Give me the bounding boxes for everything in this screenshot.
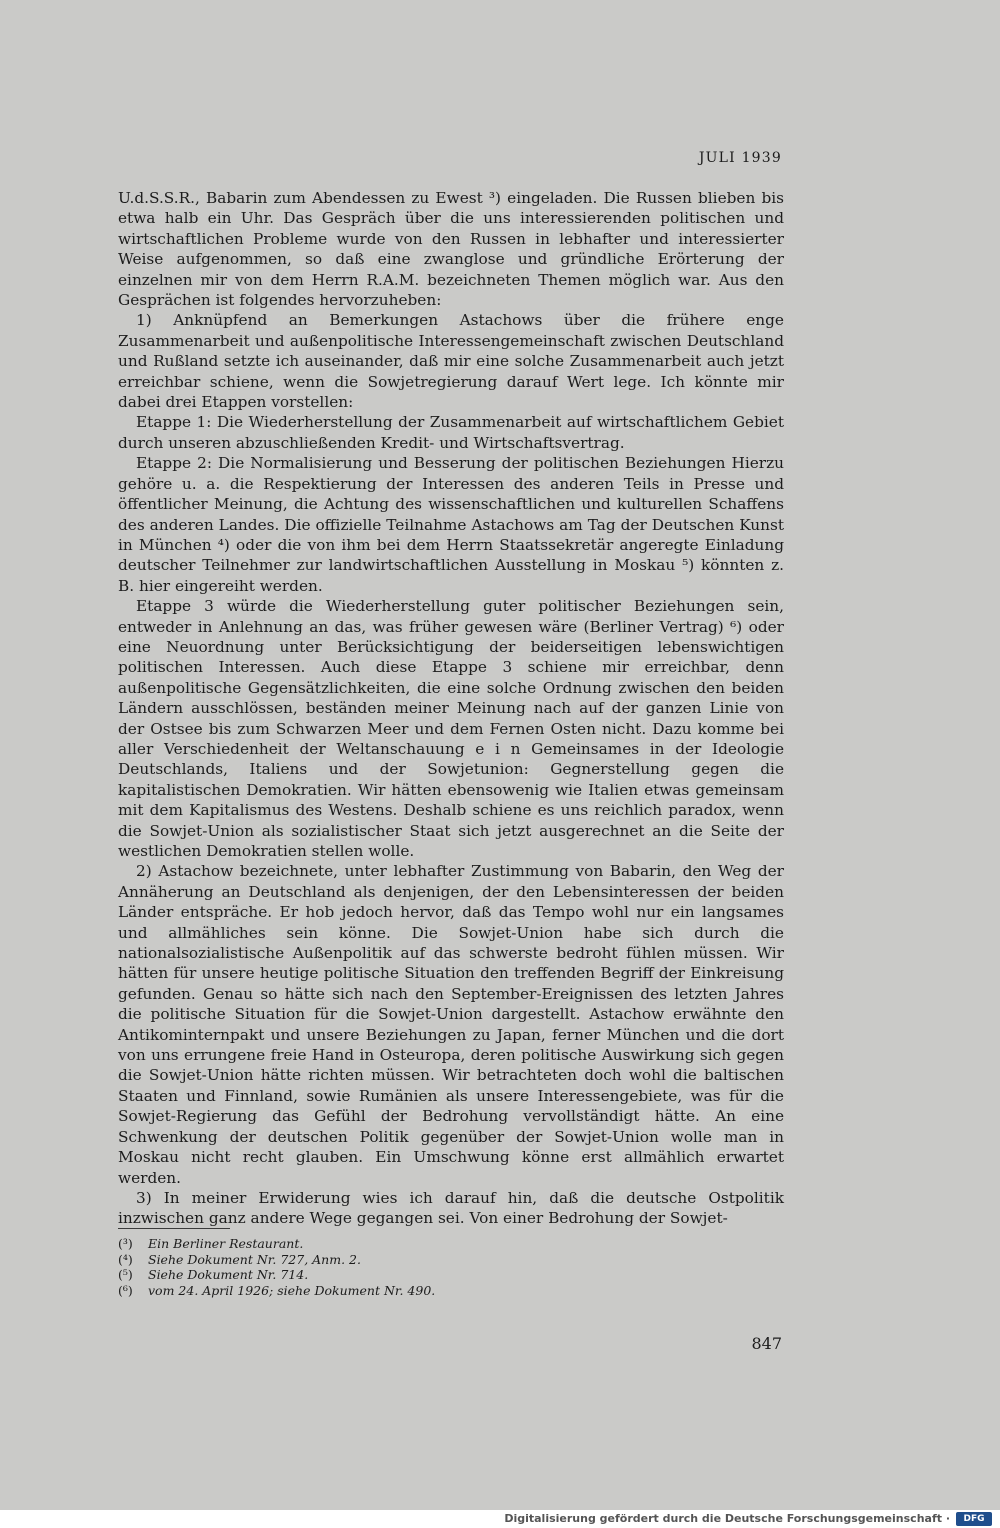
footnote-number: (³) — [118, 1236, 133, 1251]
footnote-rule — [118, 1228, 230, 1229]
paragraph: 1) Anknüpfend an Bemerkungen Astachows über die frühere enge Zusammenarbeit und außenpolitische Interessengemeinschaft zwischen Deutschland und Rußland setzte ich auseinander, daß mir eine solche Zusammenarbeit auch jetzt erreichbar schiene, wenn die Sowjetregierung darauf Wert lege. Ich könnte mir dabei drei Etappen vorstellen: — [118, 311, 784, 412]
footnote-number: (⁶) — [118, 1282, 133, 1298]
digitization-footer — [0, 1510, 1000, 1528]
footnote-number: (⁵) — [118, 1267, 133, 1282]
footnote-text: vom 24. April 1926; siehe Dokument Nr. 490. — [148, 1282, 436, 1298]
footnote-text: Ein Berliner Restaurant. — [148, 1236, 304, 1251]
footnote — [118, 1283, 538, 1299]
paragraph: Etappe 3 würde die Wiederherstellung guter politischer Beziehungen sein, entweder in Anlehnung an das, was früher gewesen wäre (Berliner Vertrag) ⁶) oder eine Neuordnung unter Berücksichtigung der beiderseitigen lebenswichtigen politischen Interessen. Auch diese Etappe 3 schiene mir erreichbar, denn außenpolitische Gegensätzlichkeiten, die eine solche Ordnung zwischen den beiden Ländern ausschlössen, beständen meiner Meinung nach auf der ganzen Linie von der Ostsee bis zum Schwarzen Meer und dem Fernen Osten nicht. Dazu komme bei aller Verschiedenheit der Weltanschauung e i n Gemeinsames in der Ideologie Deutschlands, Italiens und der Sowjetunion: Gegnerstellung gegen die kapitalistischen Demokratien. Wir hätten ebensowenig wie Italien etwas gemeinsam mit dem Kapitalismus des Westens. Deshalb schiene es uns reichlich paradox, wenn die Sowjet-Union als sozialistischer Staat sich jetzt ausgerechnet an die Seite der westlichen Demokratien stellen wolle. — [118, 597, 784, 860]
footnote-number: (⁴) — [118, 1251, 133, 1267]
paragraph: U.d.S.S.R., Babarin zum Abendessen zu Ewest ³) eingeladen. Die Russen blieben bis etwa halb ein Uhr. Das Gespräch über die uns interessierenden politischen und wirtschaftlichen Probleme wurde von den Russen in lebhafter und interessierter Weise aufgenommen, so daß eine zwanglose und gründliche Erörterung der einzelnen mir von dem Herrn R.A.M. bezeichneten Themen möglich war. Aus den Gesprächen ist folgendes hervorzuheben: — [118, 189, 784, 310]
footnote-text: Siehe Dokument Nr. 727, Anm. 2. — [148, 1251, 361, 1267]
footnote-text: Siehe Dokument Nr. 714. — [148, 1267, 309, 1282]
footnote — [118, 1267, 538, 1283]
footnote — [118, 1252, 538, 1268]
paragraph: 3) In meiner Erwiderung wies ich darauf hin, daß die deutsche Ostpolitik inzwischen ganz andere Wege gegangen sei. Von einer Bedrohung der Sowjet- — [118, 1188, 784, 1228]
footnote — [118, 1236, 538, 1252]
running-head: JULI 1939 — [698, 150, 782, 166]
paragraph: Etappe 2: Die Normalisierung und Besserung der politischen Beziehungen Hierzu gehöre u. a. die Respektierung der Interessen des anderen Teils in Presse und öffentlicher Meinung, die Achtung des wissenschaftlichen und kulturellen Schaffens des anderen Landes. Die offizielle Teilnahme Astachows am Tag der Deutschen Kunst in München ⁴) oder die von ihm bei dem Herrn Staatssekretär angeregte Einladung deutscher Teilnehmer zur landwirtschaftlichen Ausstellung in Moskau ⁵) könnten z. B. hier eingereiht werden. — [118, 454, 784, 595]
body-text — [118, 188, 784, 1229]
footer-credit: Digitalisierung gefördert durch die Deutsche Forschungsgemeinschaft · — [504, 1512, 950, 1525]
paragraph: 2) Astachow bezeichnete, unter lebhafter Zustimmung von Babarin, den Weg der Annäherung an Deutschland als denjenigen, der den Lebensinteressen der beiden Länder entspräche. Er hob jedoch hervor, daß das Tempo wohl nur ein langsames und allmähliches sein könne. Die Sowjet-Union habe sich durch die nationalsozialistische Außenpolitik auf das schwerste bedroht fühlen müssen. Wir hätten für unsere heutige politische Situation den treffenden Begriff der Einkreisung gefunden. Genau so hätte sich nach den September-Ereignissen des letzten Jahres die politische Situation für die Sowjet-Union dargestellt. Astachow erwähnte den Antikominternpakt und unsere Beziehungen zu Japan, ferner München und die dort von uns errungene freie Hand in Osteuropa, deren politische Auswirkung sich gegen die Sowjet-Union hätte richten müssen. Wir betrachteten doch wohl die baltischen Staaten und Finnland, sowie Rumänien als unsere Interessengebiete, was für die Sowjet-Regierung das Gefühl der Bedrohung vervollständigt hätte. An eine Schwenkung der deutschen Politik gegenüber der Sowjet-Union wolle man in Moskau nicht recht glauben. Ein Umschwung könne erst allmählich erwartet werden. — [118, 862, 784, 1187]
dfg-logo-icon: DFG — [956, 1512, 992, 1526]
footnotes — [118, 1236, 538, 1298]
page-number: 847 — [751, 1334, 782, 1353]
paragraph: Etappe 1: Die Wiederherstellung der Zusammenarbeit auf wirtschaftlichem Gebiet durch unseren abzuschließenden Kredit- und Wirtschaftsvertrag. — [118, 413, 784, 452]
